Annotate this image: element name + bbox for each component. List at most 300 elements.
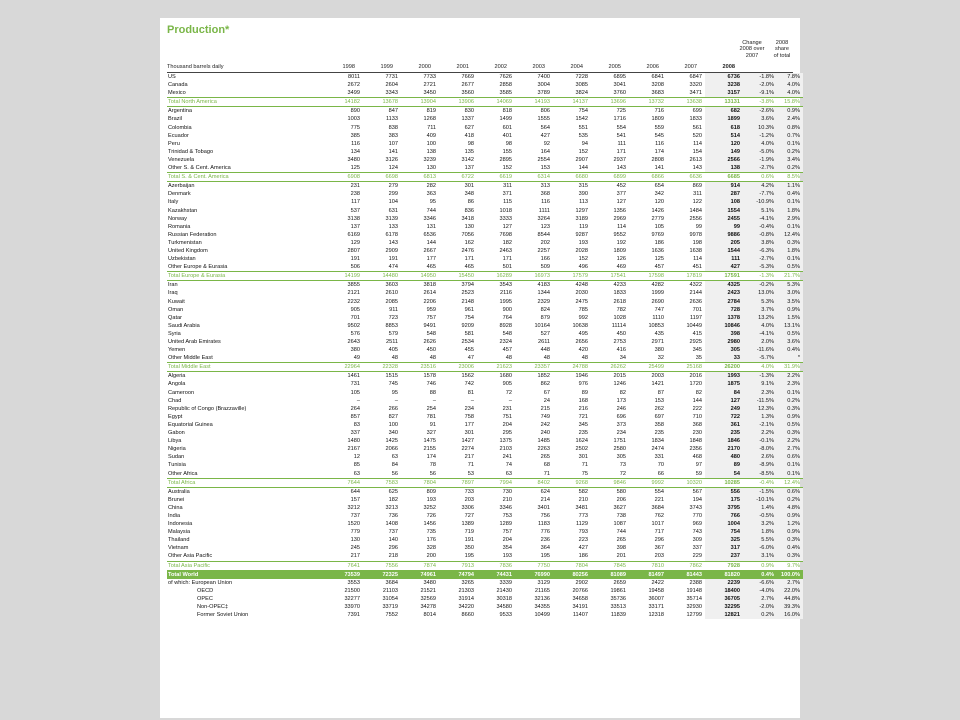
value-cell: 348 — [464, 191, 474, 198]
value-cell: 134 — [350, 148, 360, 155]
share-cell: 8.5% — [777, 173, 803, 182]
value-cell: 171 — [616, 148, 626, 155]
share-cell: 12.4% — [777, 231, 803, 239]
value-cell: 13131 — [705, 98, 743, 107]
row-label: Iraq — [168, 290, 178, 297]
value-cell: 1484 — [689, 207, 702, 214]
value-cell: 13904 — [401, 98, 439, 107]
table-row — [167, 223, 803, 231]
value-cell: 3041 — [613, 82, 626, 89]
value-cell: 3157 — [705, 89, 743, 98]
change-cell: 2.7% — [743, 595, 777, 603]
value-cell: 13638 — [667, 98, 705, 107]
value-cell: 4233 — [613, 282, 626, 289]
value-cell: 3560 — [461, 90, 474, 97]
value-cell: 124 — [388, 165, 398, 172]
value-cell: 710 — [692, 413, 702, 420]
value-cell: 6866 — [629, 173, 667, 182]
value-cell: 315 — [578, 183, 588, 190]
value-cell: 4322 — [689, 282, 702, 289]
value-cell: 2690 — [651, 298, 664, 305]
value-cell: 116 — [655, 140, 664, 147]
value-cell: 1624 — [575, 438, 588, 445]
change-cell: 10.3% — [743, 124, 777, 132]
value-cell: 1899 — [705, 115, 743, 123]
value-cell: 914 — [705, 182, 743, 191]
value-cell: 20766 — [572, 587, 588, 594]
value-cell: 59 — [695, 470, 702, 477]
value-cell: 541 — [616, 132, 626, 139]
value-cell: 618 — [705, 124, 743, 132]
value-cell: 3418 — [461, 215, 474, 222]
region-total-row — [167, 561, 803, 570]
table-row — [167, 289, 803, 297]
value-cell: 34220 — [458, 604, 474, 610]
value-cell: 450 — [616, 330, 626, 337]
value-cell: 757 — [426, 314, 436, 321]
value-cell: 234 — [464, 405, 474, 412]
value-cell: 210 — [502, 496, 512, 503]
value-cell: 182 — [388, 496, 398, 503]
value-cell: 3208 — [651, 82, 664, 89]
value-cell: 204 — [502, 537, 512, 544]
value-cell: 137 — [464, 165, 474, 172]
value-cell: 1716 — [613, 116, 626, 123]
value-cell: 73 — [619, 462, 626, 469]
value-cell: 3213 — [385, 504, 398, 511]
row-label: Uzbekistan — [168, 256, 196, 263]
value-cell: 2239 — [705, 579, 743, 587]
value-cell: 3212 — [347, 504, 360, 511]
value-cell: 8928 — [499, 322, 512, 329]
value-cell: 1993 — [705, 372, 743, 381]
value-cell: 1499 — [499, 116, 512, 123]
value-cell: 890 — [350, 108, 360, 115]
value-cell: 554 — [616, 124, 626, 131]
value-cell: 7750 — [515, 561, 553, 570]
value-cell: 33513 — [610, 604, 626, 610]
value-cell: 737 — [388, 529, 398, 536]
row-label: Canada — [168, 82, 188, 89]
value-cell: 7810 — [629, 561, 667, 570]
value-cell: 34580 — [496, 604, 512, 610]
share-cell: 0.3% — [777, 552, 803, 561]
value-cell: 2155 — [423, 446, 436, 453]
value-cell: 95 — [391, 389, 398, 396]
value-cell: 773 — [578, 512, 588, 519]
value-cell: 2502 — [575, 446, 588, 453]
value-cell: 32277 — [344, 595, 360, 602]
share-cell: 39.3% — [777, 603, 803, 611]
value-cell: 751 — [502, 413, 512, 420]
value-cell: 2909 — [385, 247, 398, 254]
value-cell: 217 — [464, 454, 474, 461]
value-cell: 143 — [388, 239, 398, 246]
year-header: 2000 — [418, 64, 431, 70]
value-cell: 1133 — [385, 116, 398, 123]
value-cell: 12318 — [648, 612, 664, 619]
value-cell: 17598 — [629, 272, 667, 281]
share-cell: 0.3% — [777, 429, 803, 437]
value-cell: 141 — [388, 148, 398, 155]
share-cell: 2.7% — [777, 445, 803, 453]
row-label: China — [168, 504, 183, 511]
value-cell: 758 — [464, 413, 474, 420]
change-cell: 0.6% — [743, 173, 777, 182]
share-cell: 0.9% — [777, 413, 803, 421]
change-cell: 3.7% — [743, 306, 777, 314]
change-cell: 9.1% — [743, 380, 777, 388]
value-cell: 992 — [578, 314, 588, 321]
value-cell: 427 — [705, 263, 743, 272]
year-header: 2007 — [684, 64, 697, 70]
value-cell: 535 — [578, 132, 588, 139]
value-cell: 1846 — [705, 437, 743, 445]
value-cell: 3543 — [499, 282, 512, 289]
value-cell: 7836 — [477, 561, 515, 570]
change-cell: 13.0% — [743, 289, 777, 297]
value-cell: 770 — [692, 512, 702, 519]
value-cell: 48 — [581, 355, 588, 362]
value-cell: 2895 — [499, 156, 512, 163]
row-label: Algeria — [168, 373, 186, 380]
value-cell: 717 — [654, 529, 664, 536]
value-cell: 6908 — [325, 173, 363, 182]
row-label: OECD — [197, 587, 214, 594]
value-cell: 736 — [388, 512, 398, 519]
value-cell: 1408 — [385, 521, 398, 528]
value-cell: 30318 — [496, 595, 512, 602]
value-cell: 1848 — [689, 438, 702, 445]
value-cell: 6698 — [363, 173, 401, 182]
table-row — [167, 437, 803, 445]
value-cell: 130 — [464, 223, 474, 230]
page-title: Production* — [167, 24, 230, 36]
table-row — [167, 115, 803, 123]
value-cell: 7731 — [385, 74, 398, 80]
share-cell: 0.1% — [777, 198, 803, 206]
value-cell: 191 — [464, 537, 474, 544]
change-cell: 5.1% — [743, 207, 777, 215]
value-cell: 337 — [692, 545, 702, 552]
value-cell: 2626 — [423, 339, 436, 345]
value-cell: 1356 — [613, 207, 626, 214]
value-cell: 743 — [692, 529, 702, 536]
value-cell: 171 — [502, 256, 512, 263]
value-cell: 162 — [464, 239, 474, 246]
value-cell: 305 — [616, 454, 626, 461]
value-cell: 2807 — [347, 247, 360, 254]
value-cell: 92 — [543, 140, 550, 147]
table-row — [167, 89, 803, 98]
value-cell: 2167 — [347, 446, 360, 453]
value-cell: 19861 — [610, 587, 626, 594]
value-cell: 781 — [426, 413, 436, 420]
value-cell: 193 — [578, 239, 588, 246]
value-cell: 7928 — [705, 561, 743, 570]
change-cell: -0.2% — [743, 281, 777, 290]
value-cell: 3126 — [385, 156, 398, 163]
value-cell: 191 — [350, 256, 360, 263]
value-cell: 305 — [705, 346, 743, 354]
value-cell: 4282 — [651, 282, 664, 289]
table-row — [167, 461, 803, 469]
value-cell: 427 — [540, 132, 550, 139]
row-label: Saudi Arabia — [168, 322, 200, 329]
change-cell: -5.7% — [743, 354, 777, 363]
value-cell: 6680 — [553, 173, 591, 182]
value-cell: 19148 — [686, 587, 702, 594]
value-cell: 17579 — [553, 272, 591, 281]
value-cell: 120 — [705, 140, 743, 148]
value-cell: 3684 — [385, 579, 398, 586]
value-cell: 203 — [654, 553, 664, 560]
value-cell: 2554 — [537, 156, 550, 163]
table-row — [167, 281, 803, 290]
value-cell: 3795 — [705, 504, 743, 512]
value-cell: 49 — [353, 355, 360, 362]
table-row — [167, 579, 803, 587]
change-cell: -0.8% — [743, 231, 777, 239]
value-cell: 9992 — [629, 478, 667, 487]
value-cell: 192 — [616, 239, 626, 246]
value-cell: 869 — [692, 183, 702, 190]
value-cell: 107 — [388, 140, 398, 147]
value-cell: 3346 — [499, 504, 512, 511]
value-cell: 125 — [654, 256, 664, 263]
share-cell: 2.2% — [777, 437, 803, 445]
change-cell: -10.1% — [743, 496, 777, 504]
value-cell: 26262 — [591, 363, 629, 372]
value-cell: 3855 — [347, 282, 360, 289]
share-cell: * — [777, 354, 803, 363]
table-row — [167, 512, 803, 520]
share-header-line: 2008 — [775, 40, 789, 46]
value-cell: 1297 — [575, 207, 588, 214]
value-cell: 13678 — [363, 98, 401, 107]
value-cell: 7626 — [499, 74, 512, 80]
value-cell: 2969 — [613, 215, 626, 222]
value-cell: 88 — [429, 389, 436, 396]
value-cell: 21500 — [344, 587, 360, 594]
value-cell: 754 — [578, 108, 588, 115]
value-cell: 12821 — [705, 611, 743, 619]
share-cell: 0.9% — [777, 306, 803, 314]
value-cell: 95 — [429, 199, 436, 206]
value-cell: 1427 — [461, 438, 474, 445]
value-cell: 193 — [426, 496, 436, 503]
value-cell: 12 — [353, 454, 360, 461]
region-total-row — [167, 272, 803, 281]
row-label: Peru — [168, 140, 180, 147]
change-cell: -5.3% — [743, 263, 777, 272]
value-cell: 745 — [388, 381, 398, 388]
value-cell: 581 — [464, 330, 474, 337]
value-cell: 2937 — [613, 156, 626, 163]
value-cell: 2556 — [689, 215, 702, 222]
value-cell: 1638 — [689, 247, 702, 254]
value-cell: 7644 — [325, 478, 363, 487]
value-cell: 337 — [350, 430, 360, 437]
value-cell: 200 — [426, 553, 436, 560]
table-row — [167, 330, 803, 338]
value-cell: 82 — [619, 389, 626, 396]
value-cell: 959 — [426, 306, 436, 313]
value-cell: 3824 — [575, 90, 588, 97]
value-cell: 235 — [654, 430, 664, 437]
value-cell: 582 — [578, 488, 588, 495]
value-cell: 33970 — [344, 604, 360, 610]
row-label: Republic of Congo (Brazzaville) — [168, 405, 247, 412]
value-cell: 299 — [388, 191, 398, 198]
value-cell: 509 — [540, 264, 550, 271]
value-cell: 140 — [388, 537, 398, 544]
value-cell: 137 — [350, 223, 360, 230]
row-label: Qatar — [168, 314, 182, 321]
table-row — [167, 190, 803, 198]
value-cell: 201 — [616, 553, 626, 560]
value-cell: 221 — [654, 496, 664, 503]
share-cell: 0.3% — [777, 536, 803, 544]
value-cell: 265 — [540, 454, 550, 461]
row-label: United Kingdom — [168, 247, 208, 254]
value-cell: 133 — [388, 223, 398, 230]
value-cell: 10846 — [705, 322, 743, 330]
row-label: Egypt — [168, 413, 183, 420]
value-cell: 754 — [705, 528, 743, 536]
value-cell: 33719 — [382, 604, 398, 610]
value-cell: 56 — [429, 470, 436, 477]
value-cell: 53 — [467, 470, 474, 477]
row-label: Total North America — [167, 98, 325, 107]
value-cell: 9533 — [499, 612, 512, 619]
value-cell: 1562 — [461, 373, 474, 380]
value-cell: 377 — [616, 191, 626, 198]
value-cell: 6736 — [705, 73, 743, 81]
change-cell: 2.6% — [743, 453, 777, 461]
row-label: Total Europe & Eurasia — [167, 272, 325, 281]
share-cell: 3.0% — [777, 289, 803, 297]
table-row — [167, 156, 803, 164]
row-label: Kuwait — [168, 298, 185, 305]
change-cell: -7.7% — [743, 190, 777, 198]
value-cell: 231 — [350, 183, 360, 190]
value-cell: 824 — [540, 306, 550, 313]
row-label: Total Africa — [167, 478, 325, 487]
value-cell: 8853 — [385, 322, 398, 329]
value-cell: 236 — [540, 537, 550, 544]
value-cell: 457 — [654, 264, 664, 271]
value-cell: 818 — [502, 108, 512, 115]
value-cell: 127 — [502, 223, 512, 230]
change-cell: 13.2% — [743, 314, 777, 322]
value-cell: – — [508, 397, 512, 404]
value-cell: 25168 — [667, 363, 705, 372]
change-cell: -1.2% — [743, 132, 777, 140]
value-cell: 2721 — [423, 82, 436, 89]
value-cell: 89 — [581, 389, 588, 396]
value-cell: 548 — [426, 330, 436, 337]
change-cell: 0.2% — [743, 611, 777, 619]
value-cell: 72325 — [363, 570, 401, 579]
value-cell: 126 — [616, 256, 626, 263]
value-cell: 900 — [502, 306, 512, 313]
share-cell: 0.5% — [777, 330, 803, 338]
value-cell: 81497 — [629, 570, 667, 579]
value-cell: 2030 — [575, 290, 588, 297]
value-cell: 350 — [464, 545, 474, 552]
table-row — [167, 255, 803, 263]
value-cell: 3252 — [423, 504, 436, 511]
value-cell: 78 — [429, 462, 436, 469]
value-cell: 182 — [502, 239, 512, 246]
table-row — [167, 445, 803, 453]
row-label: Oman — [168, 306, 184, 313]
value-cell: 1809 — [613, 247, 626, 254]
value-cell: 480 — [705, 453, 743, 461]
change-cell: -11.5% — [743, 397, 777, 405]
value-cell: 2329 — [537, 298, 550, 305]
value-cell: 36007 — [648, 595, 664, 602]
share-cell: 1.1% — [777, 182, 803, 191]
value-cell: 363 — [426, 191, 436, 198]
change-cell: -6.3% — [743, 247, 777, 255]
value-cell: 1017 — [651, 521, 664, 528]
value-cell: 3239 — [423, 156, 436, 163]
value-cell: 4325 — [705, 281, 743, 290]
value-cell: 3743 — [689, 504, 702, 511]
table-row — [167, 587, 803, 595]
value-cell: 1111 — [538, 207, 550, 214]
value-cell: 234 — [616, 430, 626, 437]
value-cell: 1680 — [499, 373, 512, 380]
value-cell: 2324 — [499, 339, 512, 345]
value-cell: 1542 — [575, 116, 588, 123]
row-label: Ecuador — [168, 132, 189, 139]
value-cell: 7400 — [537, 74, 550, 80]
value-cell: 3129 — [537, 579, 550, 586]
value-cell: 2511 — [385, 339, 398, 345]
value-cell: 32136 — [534, 595, 550, 602]
value-cell: 311 — [503, 183, 512, 190]
row-label: Azerbaijan — [168, 183, 195, 190]
value-cell: 99 — [695, 223, 702, 230]
value-cell: 2003 — [651, 373, 664, 380]
row-label: Indonesia — [168, 521, 193, 528]
value-cell: 86 — [467, 199, 474, 206]
value-cell: 468 — [692, 454, 702, 461]
value-cell: 74431 — [477, 570, 515, 579]
value-cell: 84 — [391, 462, 398, 469]
value-cell: 152 — [578, 256, 588, 263]
row-label: Other Middle East — [168, 355, 213, 362]
value-cell: 416 — [616, 347, 626, 354]
value-cell: 601 — [502, 124, 512, 131]
value-cell: 2753 — [613, 339, 626, 345]
table-row — [167, 263, 803, 272]
value-cell: 89 — [705, 461, 743, 469]
value-cell: 2474 — [651, 446, 664, 453]
table-row — [167, 380, 803, 388]
value-cell: 14480 — [363, 272, 401, 281]
value-cell: 3401 — [537, 504, 550, 511]
value-cell: 559 — [654, 124, 664, 131]
value-cell: 13906 — [439, 98, 477, 107]
value-cell: 9268 — [553, 478, 591, 487]
value-cell: 2274 — [461, 446, 474, 453]
value-cell: 3265 — [461, 579, 474, 586]
value-cell: 235 — [578, 430, 588, 437]
